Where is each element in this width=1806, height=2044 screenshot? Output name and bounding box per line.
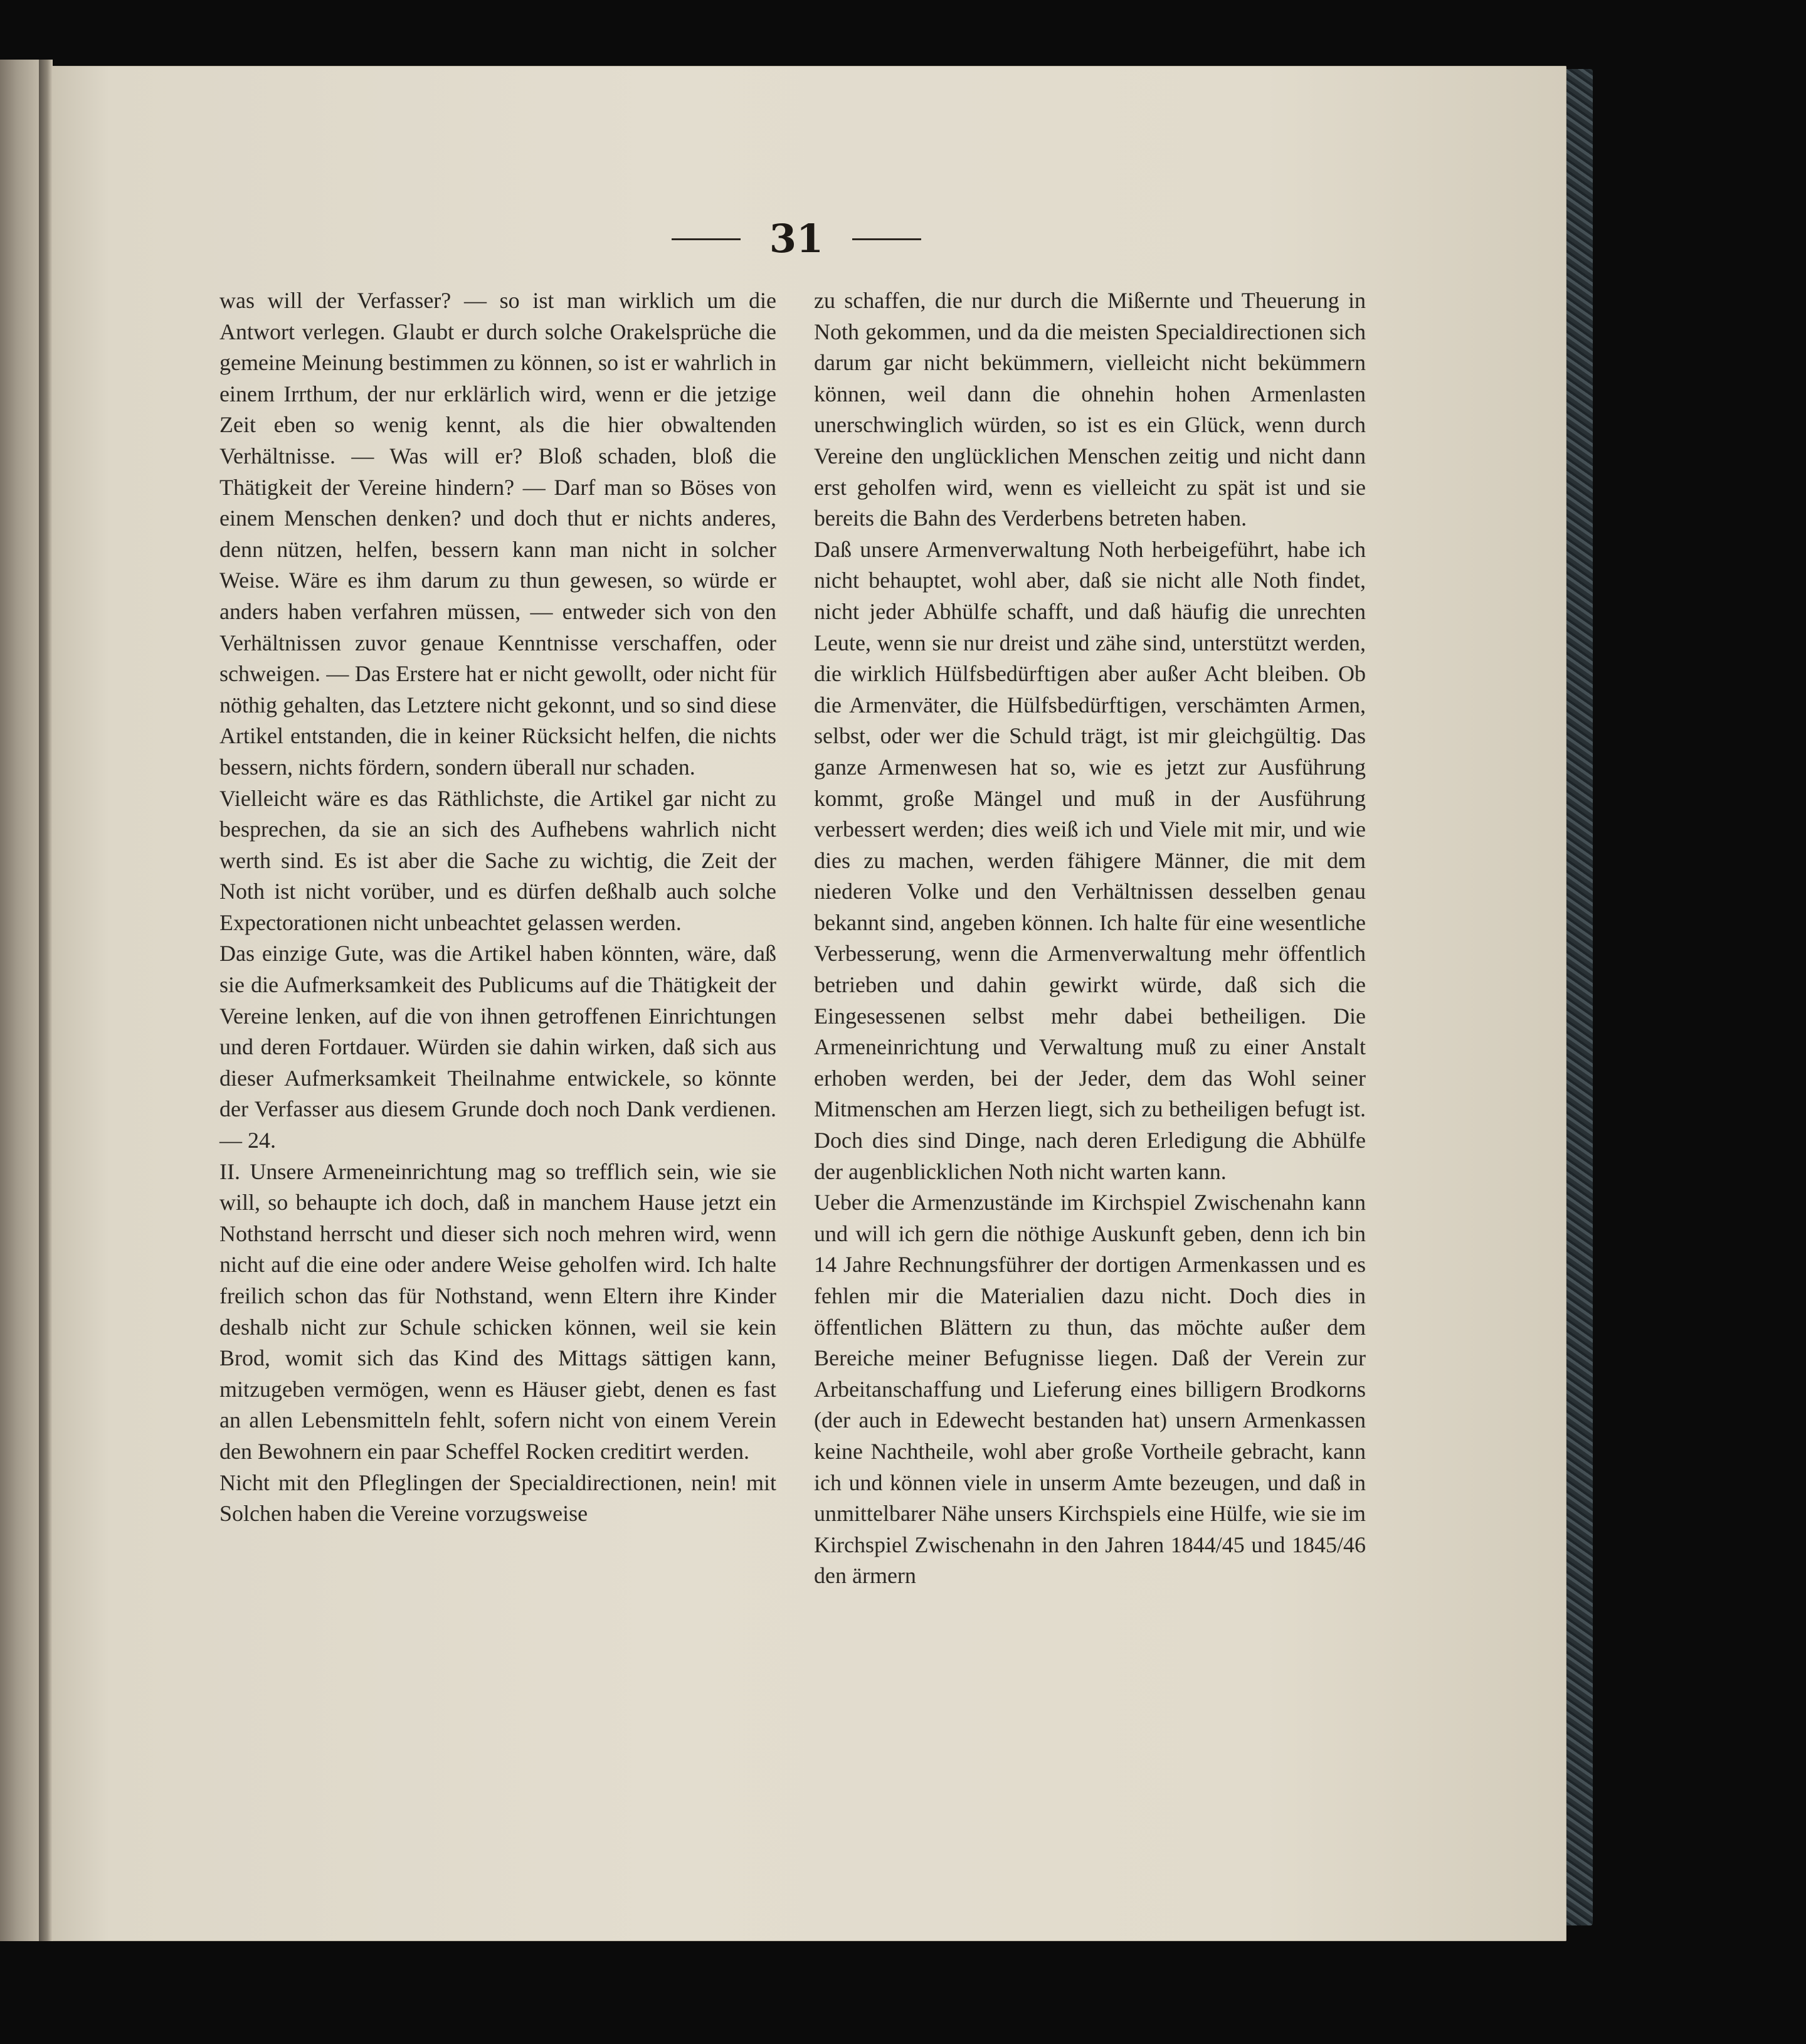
paragraph: was will der Verfasser? — so ist man wirklich um die Antwort verlegen. Glaubt er durch solche Orakelsprüche die gemeine Meinung bestimmen zu können, so ist er wahrlich in einem Irrthum, der nur erklärlich wird, wenn er die jetzige Zeit eben so wenig kennt, als die hier obwaltenden Verhältnisse. — Was will er? Bloß schaden, bloß die Thätigkeit der Vereine hindern? — Darf man so Böses von einem Menschen denken? und doch thut er nichts anderes, denn nützen, helfen, bessern kann man nicht in solcher Weise. Wäre es ihm darum zu thun gewesen, so würde er anders haben verfahren müssen, — entweder sich von den Verhältnissen zuvor genaue Kenntnisse verschaffen, oder schweigen. — Das Erstere hat er nicht gewollt, oder nicht für nöthig gehalten, das Letztere nicht gekonnt, und so sind diese Artikel entstanden, die in keiner Rücksicht helfen, die nichts bessern, nichts fördern, sondern überall nur schaden. — [219, 288, 776, 780]
paragraph: zu schaffen, die nur durch die Mißernte und Theuerung in Noth gekommen, und da die meisten Specialdirectionen sich darum gar nicht bekümmern, vielleicht nicht bekümmern können, weil dann die ohnehin hohen Armenlasten unerschwinglich würden, so ist es ein Glück, wenn durch Vereine den unglücklichen Menschen zeitig und nicht dann erst geholfen wird, wenn es vielleicht zu spät ist und sie bereits die Bahn des Verderbens betreten haben. — [814, 288, 1366, 531]
paragraph: Ueber die Armenzustände im Kirchspiel Zwischenahn kann und will ich gern die nöthige Auskunft geben, denn ich bin 14 Jahre Rechnungsführer der dortigen Armenkassen und es fehlen mir die Materialien dazu nicht. Doch dies in öffentlichen Blättern zu thun, das möchte außer dem Bereiche meiner Befugnisse liegen. Daß der Verein zur Arbeitanschaffung und Lieferung eines billigern Brodkorns (der auch in Edewecht bestanden hat) unsern Armenkassen keine Nachtheile, wohl aber große Vortheile gebracht, kann ich und können viele in unserm Amte bezeugen, und daß in unmittelbarer Nähe unsers Kirchspiels eine Hülfe, wie sie im Kirchspiel Zwischenahn in den Jahren 1844/45 und 1845/46 den ärmern — [814, 1190, 1366, 1589]
paragraph: Daß unsere Armenverwaltung Noth herbeigeführt, habe ich nicht behauptet, wohl aber, daß sie nicht alle Noth findet, nicht jeder Abhülfe schafft, und daß häufig die unrechten Leute, wenn sie nur dreist und zähe sind, unterstützt werden, die wirklich Hülfsbedürftigen aber außer Acht bleiben. Ob die Armenväter, die Hülfsbedürftigen, verschämten Armen, selbst, oder wer die Schuld trägt, ist mir gleichgültig. Das ganze Armenwesen hat so, wie es jetzt zur Ausführung kommt, große Mängel und muß in der Ausführung verbessert werden; dies weiß ich und Viele mit mir, und wie dies zu machen, werden fähigere Männer, die mit dem niederen Volke und den Verhältnissen desselben genau bekannt sind, angeben können. Ich halte für eine wesentliche Verbesserung, wenn die Armenverwaltung mehr öffentlich betrieben und dahin gewirkt würde, daß sich die Eingesessenen selbst mehr dabei betheiligen. Die Armeneinrichtung und Verwaltung muß zu einer Anstalt erhoben werden, bei der Jeder, dem das Wohl seiner Mitmenschen am Herzen liegt, sich zu betheiligen befugt ist. Doch dies sind Dinge, nach deren Erledigung die Abhülfe der augenblicklichen Noth nicht warten kann. — [814, 536, 1366, 1184]
page-number: 31 — [769, 216, 824, 262]
left-column — [219, 285, 776, 1530]
paragraph: Vielleicht wäre es das Räthlichste, die Artikel gar nicht zu besprechen, da sie an sich des Aufhebens wahrlich nicht werth sind. Es ist aber die Sache zu wichtig, die Zeit der Noth ist nicht vorüber, und es dürfen deßhalb auch solche Expectorationen nicht unbeachtet gelassen werden. — [219, 785, 776, 935]
paragraph: Das einzige Gute, was die Artikel haben könnten, wäre, daß sie die Aufmerksamkeit des Publicums auf die Thätigkeit der Vereine lenken, auf die von ihnen getroffenen Einrichtungen und deren Fortdauer. Würden sie dahin wirken, daß sich aus dieser Aufmerksamkeit Theilnahme entwickele, so könnte der Verfasser aus diesem Grunde doch noch Dank verdienen. — 24. — [219, 941, 776, 1153]
facing-page-edge — [0, 60, 44, 1941]
book-gutter — [39, 60, 53, 1941]
header-rule-right — [852, 238, 921, 240]
header-rule-left — [672, 238, 741, 240]
page-header — [646, 216, 947, 262]
right-column — [814, 285, 1366, 1592]
paragraph: Nicht mit den Pfleglingen der Specialdirectionen, nein! mit Solchen haben die Vereine vorzugsweise — [219, 1469, 776, 1527]
paragraph: II. Unsere Armeneinrichtung mag so trefflich sein, wie sie will, so behaupte ich doch, daß in manchem Hause jetzt ein Nothstand herrscht und dieser sich noch mehren wird, wenn nicht auf die eine oder andere Weise geholfen wird. Ich halte freilich schon das für Nothstand, wenn Eltern ihre Kinder deshalb nicht zur Schule schicken können, weil sie kein Brod, womit sich das Kind des Mittags sättigen kann, mitzugeben vermögen, wenn es Häuser giebt, denen es fast an allen Lebensmitteln fehlt, sofern nicht von einem Verein den Bewohnern ein paar Scheffel Rocken creditirt werden. — [219, 1158, 776, 1464]
